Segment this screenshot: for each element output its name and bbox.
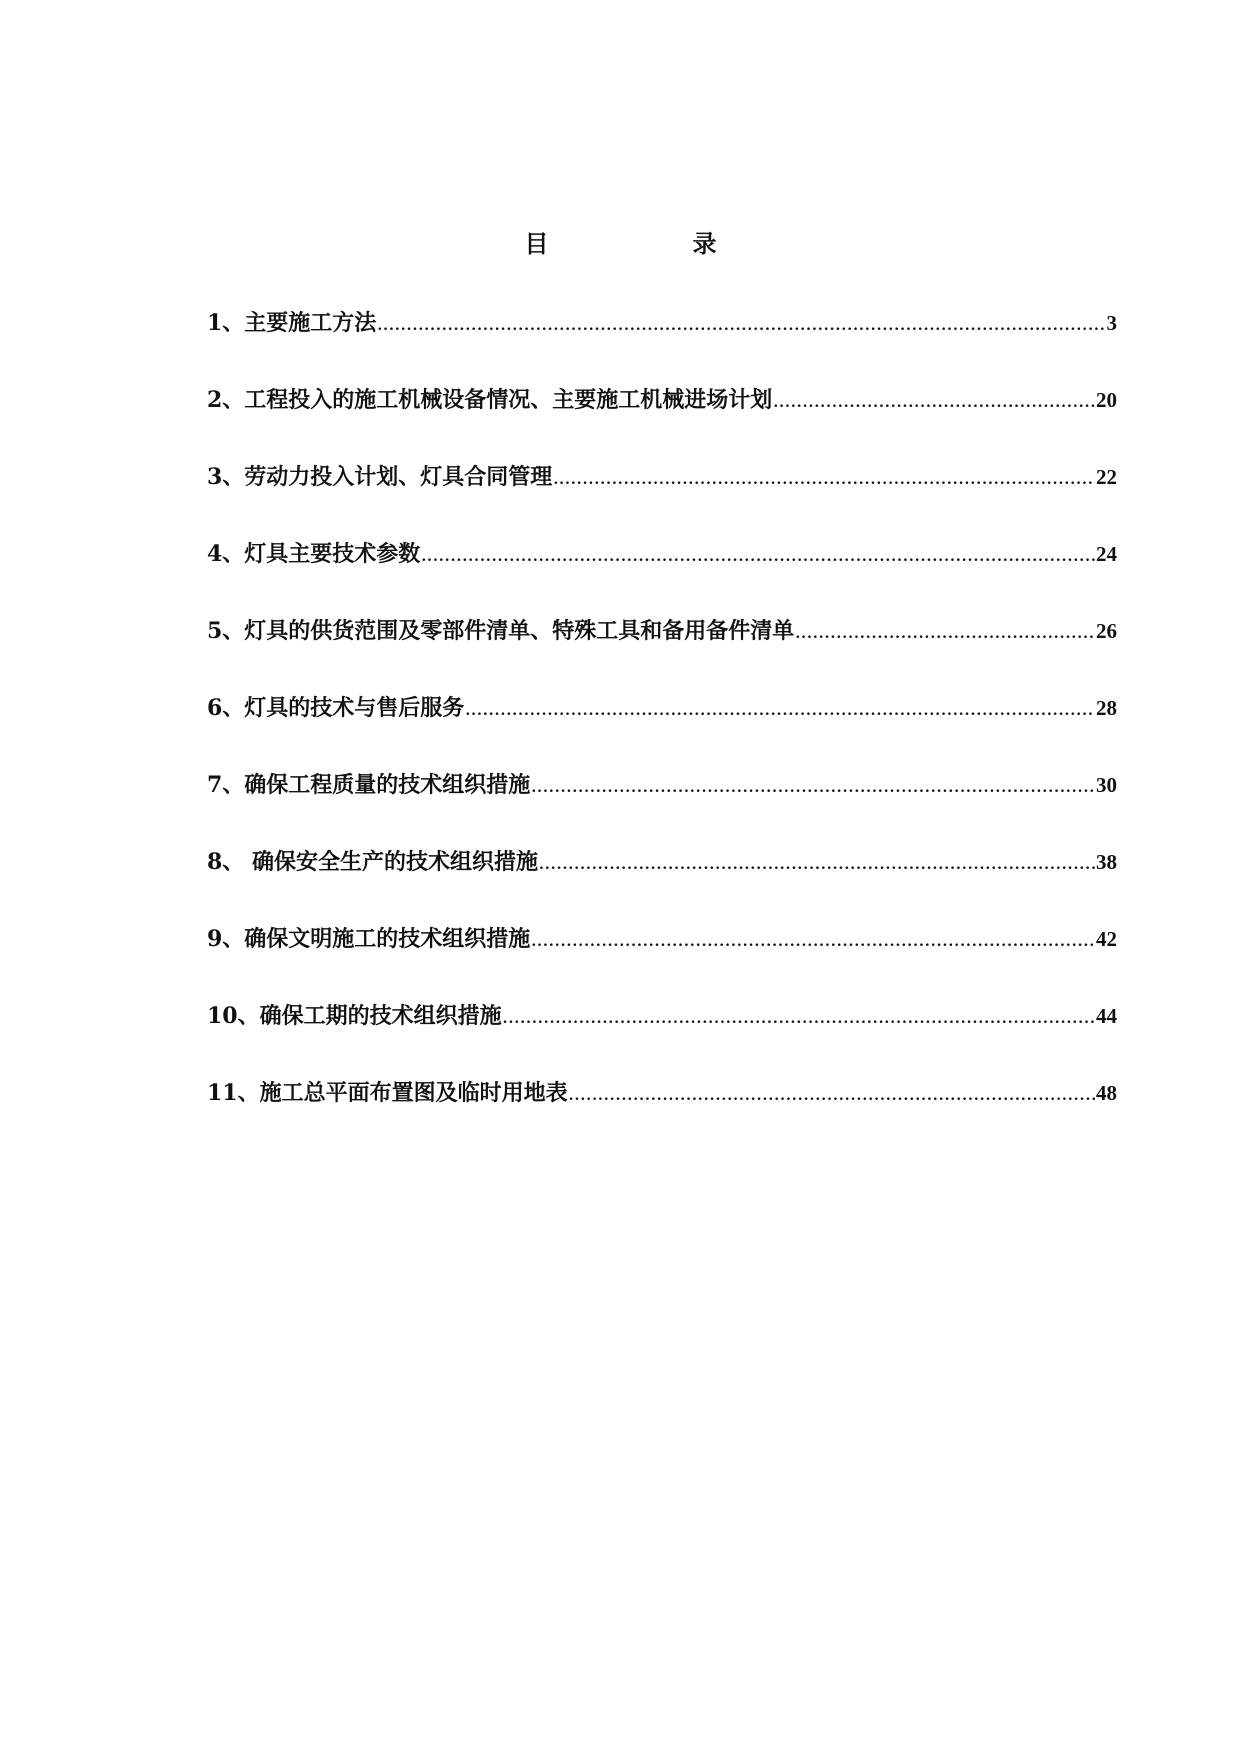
toc-leader-dots	[531, 924, 1095, 960]
toc-entry[interactable]	[207, 613, 1117, 649]
toc-entry[interactable]	[207, 767, 1117, 803]
toc-entry-label: 3、劳动力投入计划、灯具合同管理	[207, 464, 553, 490]
toc-entry[interactable]	[207, 1075, 1117, 1111]
toc-entry-label: 11、施工总平面布置图及临时用地表	[207, 1080, 568, 1106]
toc-entry[interactable]	[207, 690, 1117, 726]
toc-title: 目 录	[524, 229, 777, 258]
toc-leader-dots	[531, 770, 1095, 806]
toc-entry-page: 24	[1096, 542, 1117, 566]
toc-leader-dots	[421, 539, 1095, 575]
toc-entry-label: 2、工程投入的施工机械设备情况、主要施工机械进场计划	[207, 387, 773, 413]
toc-entry-page: 26	[1096, 619, 1117, 643]
toc-entry-page: 42	[1096, 927, 1117, 951]
toc-entry[interactable]	[207, 998, 1117, 1034]
toc-list	[207, 305, 1117, 1152]
toc-entry-label: 9、确保文明施工的技术组织措施	[207, 926, 531, 952]
toc-leader-dots	[539, 847, 1095, 883]
toc-entry-page: 44	[1096, 1004, 1117, 1028]
toc-leader-dots	[553, 462, 1095, 498]
toc-entry[interactable]	[207, 382, 1117, 418]
toc-entry-label: 8、 确保安全生产的技术组织措施	[207, 849, 538, 875]
toc-entry[interactable]	[207, 921, 1117, 957]
toc-entry[interactable]	[207, 459, 1117, 495]
toc-entry-label: 6、灯具的技术与售后服务	[207, 695, 465, 721]
toc-entry-page: 28	[1096, 696, 1117, 720]
toc-leader-dots	[773, 385, 1095, 421]
toc-leader-dots	[377, 308, 1105, 344]
toc-entry[interactable]	[207, 536, 1117, 572]
toc-entry-label: 1、主要施工方法	[207, 310, 377, 336]
toc-leader-dots	[465, 693, 1095, 729]
toc-entry[interactable]	[207, 305, 1117, 341]
toc-entry-page: 22	[1096, 465, 1117, 489]
toc-entry-page: 38	[1096, 850, 1117, 874]
toc-entry-label: 4、灯具主要技术参数	[207, 541, 421, 567]
toc-entry-label: 7、确保工程质量的技术组织措施	[207, 772, 531, 798]
toc-leader-dots	[569, 1078, 1095, 1114]
toc-entry-page: 3	[1106, 311, 1117, 335]
toc-entry-label: 10、确保工期的技术组织措施	[207, 1003, 502, 1029]
toc-entry-page: 48	[1096, 1081, 1117, 1105]
toc-entry-label: 5、灯具的供货范围及零部件清单、特殊工具和备用备件清单	[207, 618, 795, 644]
toc-entry[interactable]	[207, 844, 1117, 880]
toc-entry-page: 20	[1096, 388, 1117, 412]
toc-entry-page: 30	[1096, 773, 1117, 797]
toc-leader-dots	[795, 616, 1095, 652]
toc-leader-dots	[503, 1001, 1095, 1037]
